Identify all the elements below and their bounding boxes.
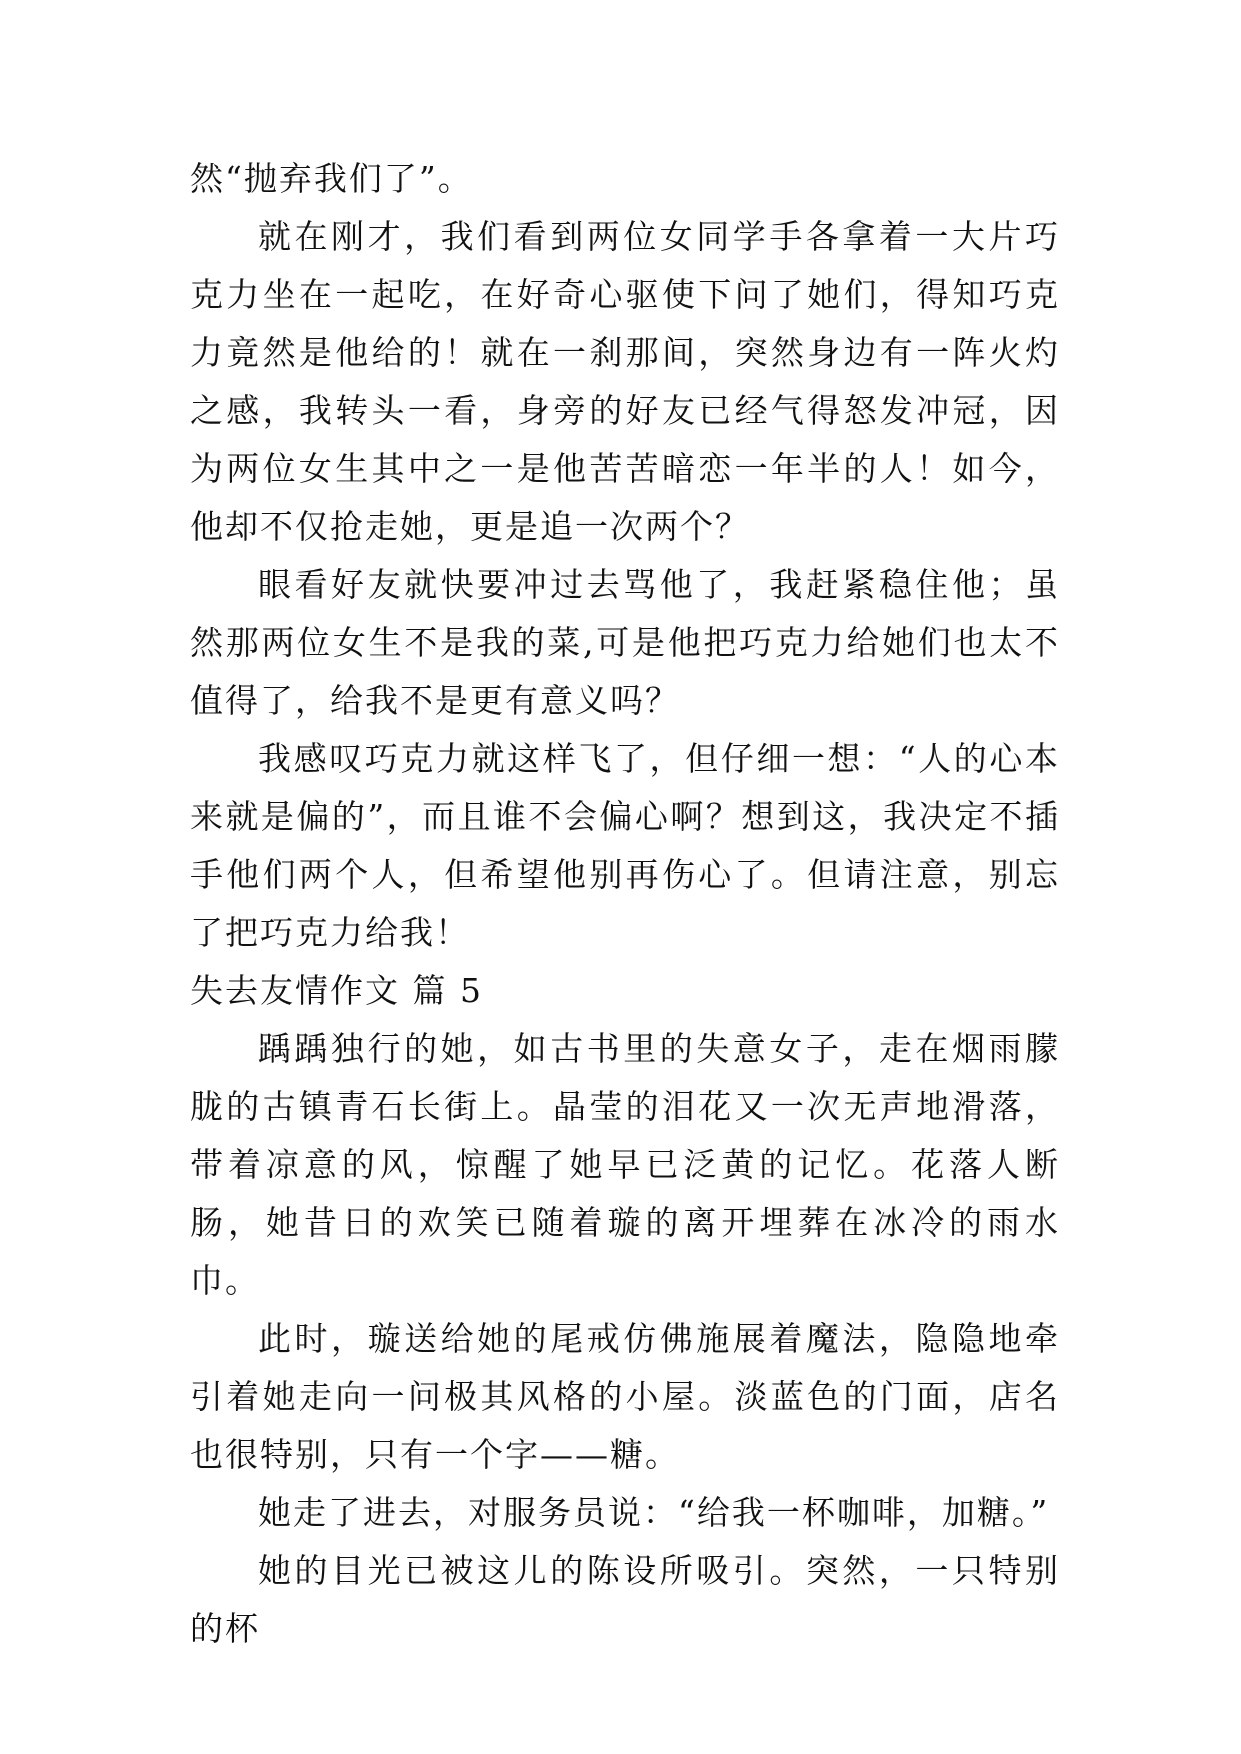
paragraph: 她的目光已被这儿的陈设所吸引。突然，一只特别的杯: [190, 1551, 1060, 1648]
paragraph: 眼看好友就快要冲过去骂他了，我赶紧稳住他；虽然那两位女生不是我的菜,可是他把巧克力给她们也太不值得了，给我不是更有意义吗？: [190, 565, 1060, 720]
paragraph: 她走了进去，对服务员说：“给我一杯咖啡，加糖。”: [258, 1493, 1050, 1532]
paragraph: 然“抛弃我们了”。: [190, 159, 473, 198]
document-body: [190, 150, 1060, 1658]
paragraph: 此时，璇送给她的尾戒仿佛施展着魔法，隐隐地牵引着她走向一问极其风格的小屋。淡蓝色的门面，店名也很特别，只有一个字——糖。: [190, 1319, 1060, 1474]
paragraph: 我感叹巧克力就这样飞了，但仔细一想：“人的心本来就是偏的”，而且谁不会偏心啊？想到这，我决定不插手他们两个人，但希望他别再伤心了。但请注意，别忘了把巧克力给我！: [190, 739, 1060, 952]
paragraph: 踽踽独行的她，如古书里的失意女子，走在烟雨朦胧的古镇青石长街上。晶莹的泪花又一次无声地滑落，带着凉意的风，惊醒了她早已泛黄的记忆。花落人断肠，她昔日的欢笑已随着璇的离开埋葬在冰冷的雨水巾。: [190, 1029, 1060, 1300]
section-heading: 失去友情作文 篇 5: [190, 971, 483, 1010]
paragraph: 就在刚才，我们看到两位女同学手各拿着一大片巧克力坐在一起吃，在好奇心驱使下问了她们，得知巧克力竟然是他给的！就在一刹那间，突然身边有一阵火灼之感，我转头一看，身旁的好友已经气得怒发冲冠，因为两位女生其中之一是他苦苦暗恋一年半的人！如今，他却不仅抢走她，更是追一次两个？: [190, 217, 1060, 546]
